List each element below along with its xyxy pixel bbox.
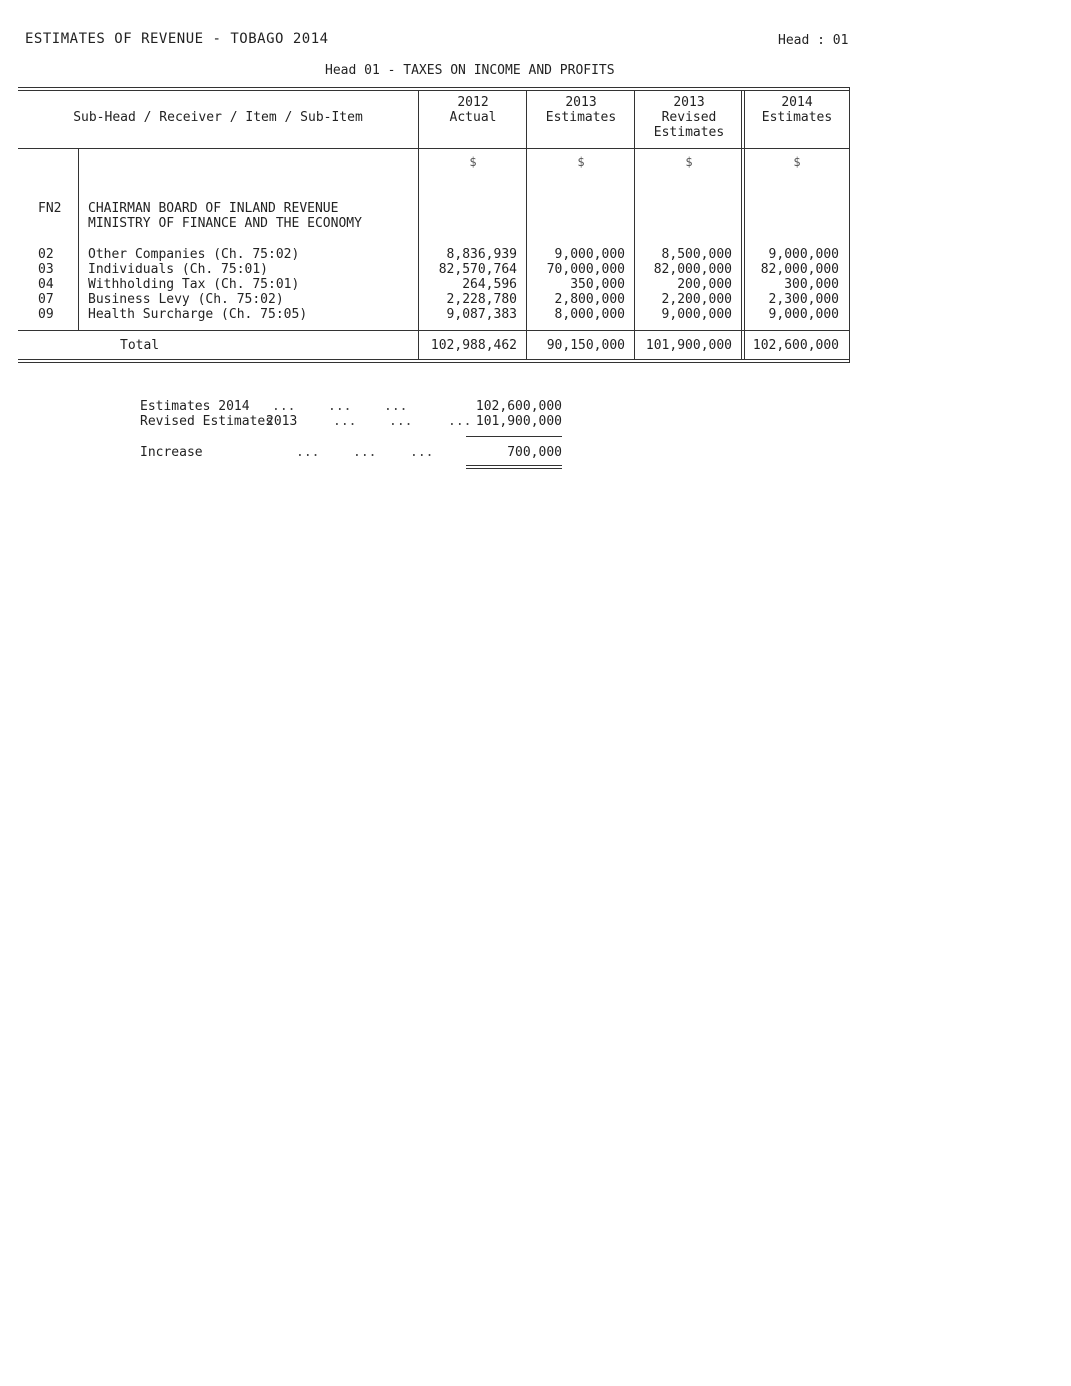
total-2013-estimates: 90,150,000 bbox=[546, 338, 625, 353]
head-reference: Head : 01 bbox=[778, 33, 849, 48]
value-2014-estimates: 300,000 bbox=[784, 277, 839, 292]
column-divider-2 bbox=[526, 90, 527, 360]
table-bottom-border bbox=[18, 359, 850, 360]
item-code: 03 bbox=[38, 262, 54, 277]
column-header-year: 2013 bbox=[673, 95, 705, 110]
revised-estimates-value: 101,900,000 bbox=[475, 414, 562, 429]
item-description: Business Levy (Ch. 75:02) bbox=[88, 292, 284, 307]
value-2012-actual: 2,228,780 bbox=[446, 292, 517, 307]
item-description: Other Companies (Ch. 75:02) bbox=[88, 247, 300, 262]
table-bottom-border-double bbox=[18, 362, 850, 363]
column-header-label: Estimates bbox=[545, 110, 617, 125]
value-2013-estimates: 350,000 bbox=[570, 277, 625, 292]
value-2013-estimates: 9,000,000 bbox=[554, 247, 625, 262]
value-2012-actual: 82,570,764 bbox=[438, 262, 517, 277]
estimates-label: Estimates 2014 bbox=[140, 399, 250, 414]
value-2012-actual: 9,087,383 bbox=[446, 307, 517, 322]
total-2013-revised: 101,900,000 bbox=[645, 338, 732, 353]
leader-dots: ... bbox=[296, 445, 320, 460]
column-header-2013-revised bbox=[636, 95, 742, 140]
table-right-border bbox=[849, 87, 850, 363]
table-top-border-double bbox=[18, 90, 850, 91]
leader-dots: ... bbox=[384, 399, 408, 414]
total-rule bbox=[466, 465, 562, 466]
receiver-line: MINISTRY OF FINANCE AND THE ECONOMY bbox=[88, 216, 362, 231]
subhead-column-header: Sub-Head / Receiver / Item / Sub-Item bbox=[73, 110, 363, 125]
value-2013-revised: 2,200,000 bbox=[661, 292, 732, 307]
increase-value: 700,000 bbox=[507, 445, 562, 460]
total-2014-estimates: 102,600,000 bbox=[752, 338, 839, 353]
item-code: 09 bbox=[38, 307, 54, 322]
table-title: Head 01 - TAXES ON INCOME AND PROFITS bbox=[325, 63, 615, 78]
leader-dots: ... bbox=[389, 414, 413, 429]
value-2014-estimates: 9,000,000 bbox=[768, 247, 839, 262]
column-header-2014-estimates bbox=[745, 95, 849, 125]
column-header-label: Revised bbox=[661, 110, 717, 125]
receiver-name bbox=[88, 201, 362, 231]
item-description: Health Surcharge (Ch. 75:05) bbox=[88, 307, 308, 322]
column-header-2013-estimates bbox=[528, 95, 634, 125]
currency-symbol: $ bbox=[793, 155, 801, 169]
table-top-border bbox=[18, 87, 850, 88]
leader-dots: ... bbox=[272, 399, 296, 414]
sum-rule bbox=[466, 436, 562, 437]
column-divider-4b bbox=[744, 90, 745, 360]
estimates-value: 102,600,000 bbox=[475, 399, 562, 414]
revised-estimates-label: Revised Estimates bbox=[140, 414, 274, 429]
receiver-code: FN2 bbox=[38, 201, 62, 216]
column-header-label: Actual bbox=[449, 110, 497, 125]
header-bottom-border bbox=[18, 148, 850, 149]
total-rule-double bbox=[466, 468, 562, 469]
leader-dots: ... bbox=[353, 445, 377, 460]
currency-symbol: $ bbox=[685, 155, 693, 169]
column-header-label: Estimates bbox=[761, 110, 833, 125]
column-header-label-2: Estimates bbox=[653, 125, 725, 140]
code-column-divider bbox=[78, 148, 79, 330]
revised-estimates-year: 2013 bbox=[266, 414, 298, 429]
item-code: 02 bbox=[38, 247, 54, 262]
value-2012-actual: 264,596 bbox=[462, 277, 517, 292]
leader-dots: ... bbox=[333, 414, 357, 429]
currency-symbol: $ bbox=[469, 155, 477, 169]
value-2013-revised: 82,000,000 bbox=[653, 262, 732, 277]
column-divider-3 bbox=[634, 90, 635, 360]
increase-label: Increase bbox=[140, 445, 203, 460]
item-description: Withholding Tax (Ch. 75:01) bbox=[88, 277, 300, 292]
value-2013-revised: 200,000 bbox=[677, 277, 732, 292]
item-description: Individuals (Ch. 75:01) bbox=[88, 262, 269, 277]
value-2012-actual: 8,836,939 bbox=[446, 247, 517, 262]
leader-dots: ... bbox=[328, 399, 352, 414]
column-header-year: 2012 bbox=[457, 95, 489, 110]
value-2013-estimates: 2,800,000 bbox=[554, 292, 625, 307]
value-2013-revised: 9,000,000 bbox=[661, 307, 732, 322]
value-2013-revised: 8,500,000 bbox=[661, 247, 732, 262]
value-2014-estimates: 9,000,000 bbox=[768, 307, 839, 322]
column-header-2012-actual bbox=[420, 95, 526, 125]
leader-dots: ... bbox=[410, 445, 434, 460]
receiver-line: CHAIRMAN BOARD OF INLAND REVENUE bbox=[88, 201, 339, 216]
value-2014-estimates: 82,000,000 bbox=[760, 262, 839, 277]
item-code: 04 bbox=[38, 277, 54, 292]
value-2013-estimates: 70,000,000 bbox=[546, 262, 625, 277]
column-header-year: 2013 bbox=[565, 95, 597, 110]
currency-symbol: $ bbox=[577, 155, 585, 169]
column-header-year: 2014 bbox=[781, 95, 813, 110]
item-code: 07 bbox=[38, 292, 54, 307]
body-bottom-border bbox=[18, 330, 850, 331]
value-2014-estimates: 2,300,000 bbox=[768, 292, 839, 307]
total-2012-actual: 102,988,462 bbox=[430, 338, 517, 353]
column-divider-1 bbox=[418, 90, 419, 360]
leader-dots: ... bbox=[448, 414, 472, 429]
total-label: Total bbox=[120, 338, 160, 353]
value-2013-estimates: 8,000,000 bbox=[554, 307, 625, 322]
document-title: ESTIMATES OF REVENUE - TOBAGO 2014 bbox=[25, 31, 329, 47]
